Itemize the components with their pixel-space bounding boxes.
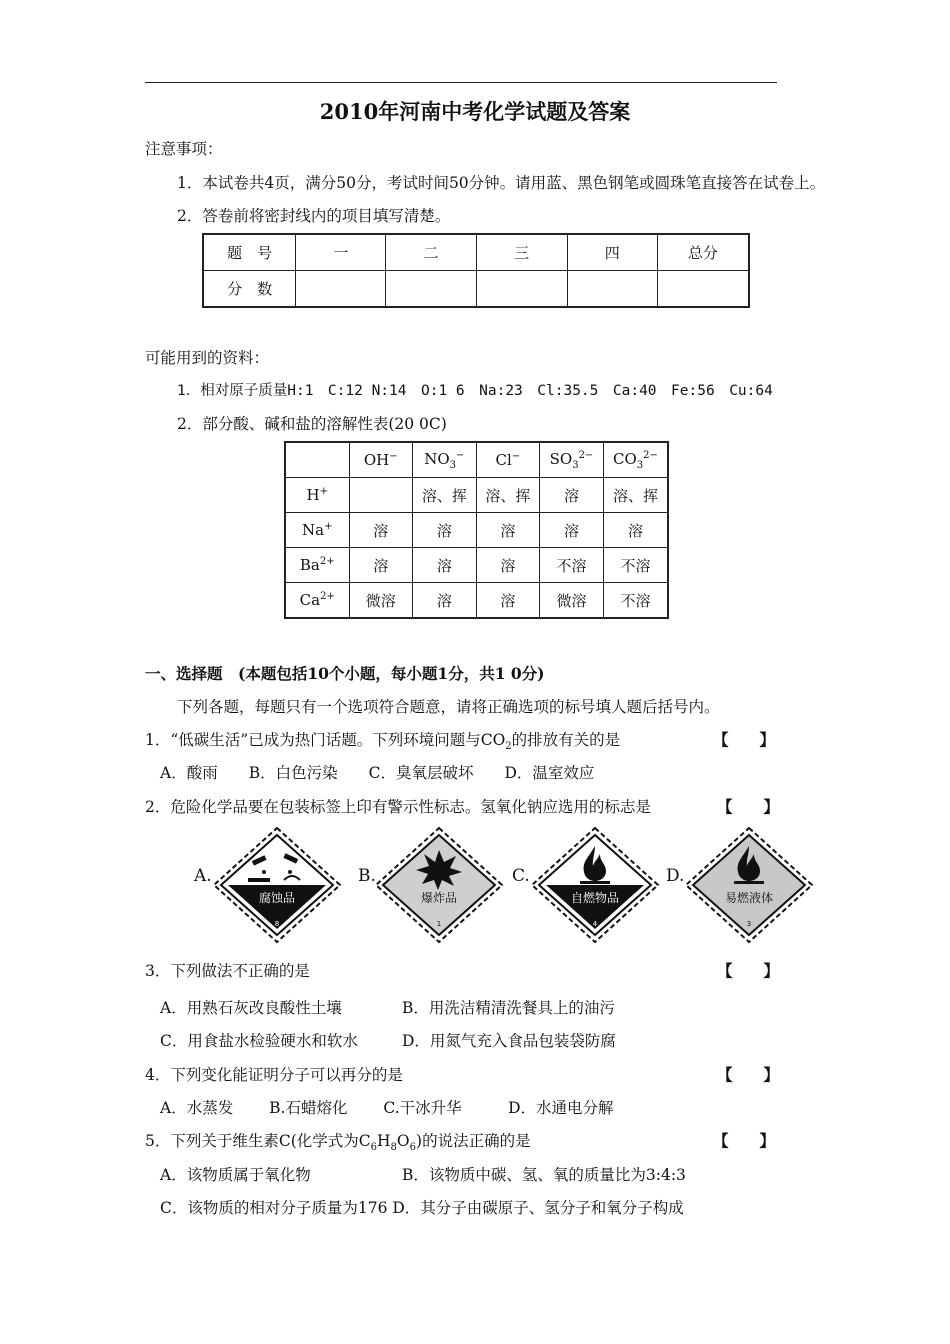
answer-bracket-4[interactable]: 【 】 — [717, 1065, 780, 1084]
anion-header: OH− — [349, 442, 412, 478]
sign-b-number: 1 — [436, 920, 442, 928]
solubility-cell: 不溶 — [603, 548, 668, 583]
solubility-header-row — [285, 442, 668, 478]
question-3-option-d: D．用氮气充入食品包装袋防腐 — [402, 1032, 616, 1050]
anion-header: $CO_3^{2-}$ — [603, 442, 668, 478]
answer-bracket-3[interactable]: 【 】 — [717, 961, 780, 980]
question-4-options: A．水蒸发 B.石蜡熔化 C.干冰升华 D．水通电分解 — [160, 1099, 614, 1117]
cation-label: $Ba^{2+}$ — [285, 548, 349, 583]
score-cell[interactable] — [386, 271, 476, 308]
solubility-cell: 溶 — [412, 583, 476, 619]
question-1-options: A．酸雨 B．白色污染 C．臭氧层破坏 D．温室效应 — [160, 764, 595, 782]
question-5-option-b: B．该物质中碳、氢、氧的质量比为3:4:3 — [402, 1166, 686, 1184]
resources-heading: 可能用到的资料： — [145, 349, 270, 367]
question-5-option-a: A．该物质属于氧化物 — [160, 1166, 311, 1184]
solubility-cell: 溶 — [349, 548, 412, 583]
anion-header: Cl− — [476, 442, 539, 478]
question-1-stem: 1．“低碳生活”已成为热门话题。下列环境问题与$CO_2$的排放有关的是 — [145, 731, 621, 753]
solubility-cell: 溶 — [476, 583, 539, 619]
question-4-stem: 4．下列变化能证明分子可以再分的是 — [145, 1066, 403, 1084]
solubility-cell: 微溶 — [539, 583, 603, 619]
score-header: 总分 — [657, 234, 749, 271]
question-3-option-c: C．用食盐水检验硬水和软水 — [160, 1032, 358, 1050]
sign-b-letter: B. — [358, 866, 376, 886]
solubility-cell: 溶 — [603, 513, 668, 548]
solubility-cell: 溶 — [539, 478, 603, 513]
question-3-stem: 3．下列做法不正确的是 — [145, 962, 310, 980]
solubility-cell: 溶、挥 — [476, 478, 539, 513]
solubility-row — [285, 478, 668, 513]
corrosive-sign-icon — [212, 826, 342, 944]
score-header: 三 — [476, 234, 567, 271]
resources-item-1: 1．相对原子质量H:1 C:12 N:14 O:1 6 Na:23 Cl:35.5 Ca:40 Fe:56 Cu:64 — [177, 383, 773, 399]
solubility-cell: 不溶 — [539, 548, 603, 583]
sign-a-letter: A. — [194, 866, 212, 886]
score-cell[interactable] — [567, 271, 657, 308]
sign-a-label: 腐蚀品 — [258, 891, 296, 905]
score-cell[interactable] — [657, 271, 749, 308]
score-table — [202, 233, 750, 308]
solubility-cell: 微溶 — [349, 583, 412, 619]
solubility-cell: 不溶 — [603, 583, 668, 619]
solubility-cell: 溶 — [539, 513, 603, 548]
question-5-option-cd: C．该物质的相对分子质量为176 D．其分子由碳原子、氢分子和氧分子构成 — [160, 1199, 684, 1217]
solubility-row — [285, 583, 668, 619]
notice-item-1: 1．本试卷共4页，满分50分，考试时间50分钟。请用蓝、黑色钢笔或圆珠笔直接答在试卷上。 — [177, 174, 826, 192]
answer-bracket-2[interactable]: 【 】 — [717, 797, 780, 816]
sign-d-label: 易燃液体 — [724, 891, 774, 905]
solubility-cell: 溶 — [412, 513, 476, 548]
solubility-cell: 溶 — [349, 513, 412, 548]
combustible-sign-icon — [530, 826, 660, 944]
sign-b-label: 爆炸品 — [420, 891, 458, 905]
score-cell[interactable] — [296, 271, 386, 308]
question-2-stem: 2．危险化学品要在包装标签上印有警示性标志。氢氧化钠应选用的标志是 — [145, 798, 651, 816]
solubility-cell: 溶 — [476, 513, 539, 548]
score-row-label: 分 数 — [203, 271, 296, 308]
score-entry-row — [203, 271, 749, 308]
score-header-row — [203, 234, 749, 271]
cation-label: Na+ — [285, 513, 349, 548]
question-3-option-b: B．用洗洁精清洗餐具上的油污 — [402, 999, 615, 1017]
score-header: 一 — [296, 234, 386, 271]
answer-bracket-5[interactable]: 【 】 — [713, 1131, 776, 1150]
score-header: 二 — [386, 234, 476, 271]
solubility-cell: 溶 — [476, 548, 539, 583]
anion-header: $NO_3^-$ — [412, 442, 476, 478]
sign-d-letter: D. — [666, 866, 685, 886]
solubility-table — [284, 441, 669, 619]
sign-d-number: 3 — [746, 920, 752, 928]
header-rule — [145, 82, 777, 83]
section-1-heading: 一、选择题 (本题包括10个小题，每小题1分，共1 0分) — [145, 664, 545, 683]
question-3-option-a: A．用熟石灰改良酸性土壤 — [160, 999, 342, 1017]
resources-item-2: 2．部分酸、碱和盐的溶解性表(20 0C) — [177, 415, 447, 433]
sign-c-letter: C. — [512, 866, 530, 886]
explosive-sign-icon — [374, 826, 504, 944]
sign-c-label: 自燃物品 — [570, 891, 620, 905]
solubility-cell — [349, 478, 412, 513]
page-title: 2010年河南中考化学试题及答案 — [319, 99, 631, 124]
solubility-cell: 溶、挥 — [412, 478, 476, 513]
solubility-cell: 溶 — [412, 548, 476, 583]
flammable-liquid-sign-icon — [684, 826, 814, 944]
solubility-row — [285, 513, 668, 548]
score-header: 四 — [567, 234, 657, 271]
sign-a-number: 8 — [274, 920, 280, 928]
score-header: 题 号 — [203, 234, 296, 271]
cation-label: H+ — [285, 478, 349, 513]
notice-item-2: 2．答卷前将密封线内的项目填写清楚。 — [177, 207, 451, 225]
section-1-instruction: 下列各题，每题只有一个选项符合题意，请将正确选项的标号填人题后括号内。 — [177, 698, 720, 716]
corner-cell — [285, 442, 349, 478]
cation-label: $Ca^{2+}$ — [285, 583, 349, 619]
sign-c-number: 4 — [592, 920, 598, 928]
hazard-signs — [190, 826, 820, 944]
notice-heading: 注意事项： — [145, 140, 223, 158]
question-5-stem: 5．下列关于维生素C(化学式为$C_6H_8O_6$)的说法正确的是 — [145, 1132, 531, 1154]
solubility-cell: 溶、挥 — [603, 478, 668, 513]
anion-header: $SO_3^{2-}$ — [539, 442, 603, 478]
score-cell[interactable] — [476, 271, 567, 308]
answer-bracket-1[interactable]: 【 】 — [713, 730, 776, 749]
solubility-row — [285, 548, 668, 583]
